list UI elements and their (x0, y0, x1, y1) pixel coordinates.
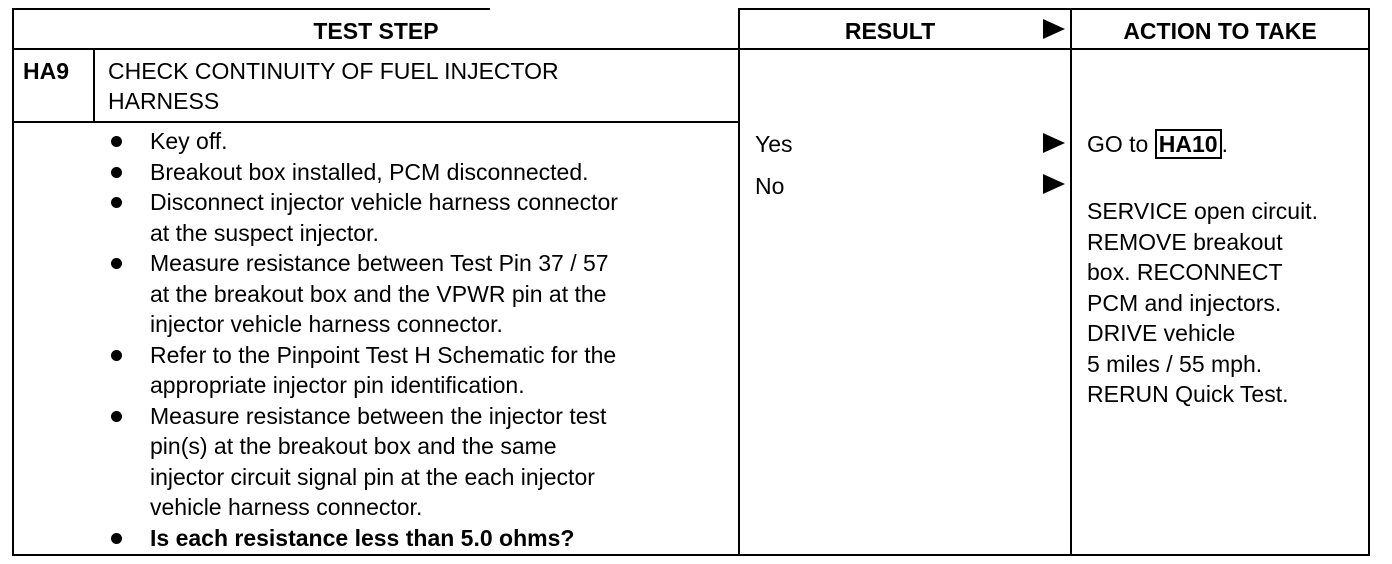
header-test-step: TEST STEP (313, 18, 439, 44)
header-divider (12, 48, 1370, 50)
test-step-bullets (107, 126, 737, 553)
column-divider-result (1070, 8, 1072, 556)
result-yes: Yes (755, 131, 793, 157)
step-title-line-1: CHECK CONTINUITY OF FUEL INJECTOR (108, 58, 559, 84)
column-divider-step (738, 8, 740, 556)
header-result: RESULT (844, 18, 936, 44)
bullet-item: Refer to the Pinpoint Test H Schematic for the appropriate injector pin identification. (107, 340, 737, 401)
header-arrow-icon (1043, 19, 1065, 39)
yes-arrow-icon (1043, 133, 1065, 153)
bullet-question: Is each resistance less than 5.0 ohms? (107, 523, 737, 554)
action-no: SERVICE open circuit. REMOVE breakout box. RECONNECT PCM and injectors. DRIVE vehicle 5 miles / 55 mph. RERUN Quick Test. (1087, 198, 1318, 407)
bullet-item: Disconnect injector vehicle harness connector at the suspect injector. (107, 187, 737, 248)
top-border (12, 8, 490, 10)
bullet-item: Key off. (107, 126, 737, 157)
action-yes: GO to HA10 . (1087, 131, 1228, 157)
bullet-item: Measure resistance between Test Pin 37 / 57 at the breakout box and the VPWR pin at the injector vehicle harness connector. (107, 248, 737, 340)
step-id-divider (93, 48, 95, 122)
result-no: No (755, 173, 785, 199)
left-border (12, 8, 14, 556)
bullet-item: Breakout box installed, PCM disconnected. (107, 157, 737, 188)
step-id: HA9 (23, 58, 70, 84)
header-action-to-take: ACTION TO TAKE (1123, 18, 1317, 44)
right-border (1368, 8, 1370, 556)
bullet-item: Measure resistance between the injector test pin(s) at the breakout box and the same injector circuit signal pin at the each injector vehicle harness connector. (107, 401, 737, 523)
step-title-line-2: HARNESS (108, 88, 220, 114)
top-border-right (738, 8, 1370, 10)
no-arrow-icon (1043, 174, 1065, 194)
step-reference-ha10: HA10 (1155, 129, 1222, 159)
bottom-border (12, 554, 1370, 556)
step-title-divider (12, 121, 739, 123)
